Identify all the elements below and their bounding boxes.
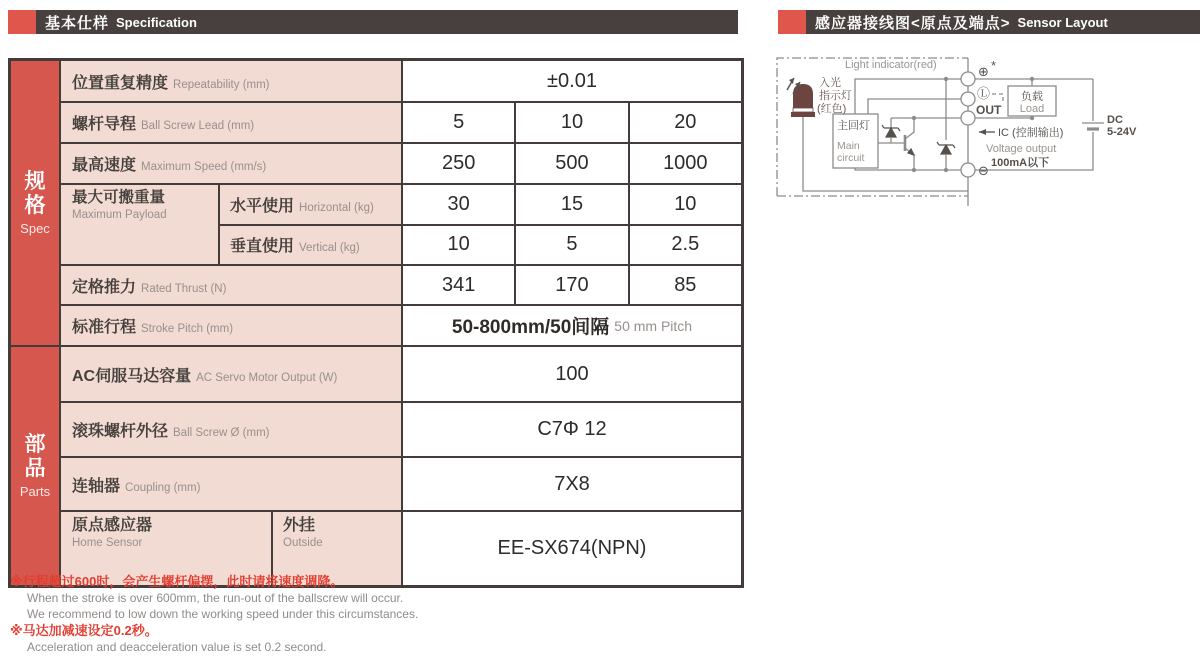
stroke-value-en: 50 mm Pitch [614, 317, 693, 334]
section-parts [11, 345, 741, 585]
light-indicator-label-zh2: 指示灯 [819, 90, 852, 102]
value-repeatability: ±0.01 [401, 61, 741, 101]
value-thrust-85: 85 [628, 266, 741, 304]
row-max-payload [61, 183, 741, 264]
row-ball-screw-lead [61, 101, 741, 142]
spec-header-title-en: Specification [116, 14, 197, 30]
note-stroke-zh: ※行程超过600时，会产生螺杆偏摆，此时请将速度调降。 [10, 574, 344, 589]
value-horizontal-2: 15 [514, 185, 627, 224]
footnotes [10, 573, 630, 655]
sensor-layout-header [778, 10, 1200, 34]
note-stroke-en2: We recommend to low down the working speed under this circumstances. [27, 607, 419, 621]
row-label-zh: 标准行程 [72, 319, 137, 336]
led-indicator-icon [787, 78, 815, 117]
row-label-en: Maximum Speed (mm/s) [141, 161, 267, 173]
terminal-minus-symbol: ⊖ [978, 163, 989, 178]
sensor-layout-title-en: Sensor Layout [1017, 14, 1108, 30]
row-repeatability [61, 61, 741, 101]
header-accent-square [778, 10, 806, 34]
row-label-en: Vertical (kg) [299, 242, 360, 255]
dc-label: DC [1107, 114, 1123, 126]
row-label-en: Ball Screw Lead (mm) [141, 120, 255, 132]
value-coupling: 7X8 [401, 458, 741, 510]
row-label-zh: 连轴器 [72, 477, 121, 495]
note-stroke-en1: When the stroke is over 600mm, the run-out of the ballscrew will occur. [27, 591, 404, 605]
row-label-zh: 螺杆导程 [72, 116, 137, 133]
value-horizontal-3: 10 [628, 185, 741, 224]
load-label-en: Load [1019, 103, 1045, 115]
ic-output-label: IC (控制输出) [998, 127, 1064, 139]
row-label-zh: AC伺服马达容量 [72, 367, 192, 385]
voltage-output-label: Voltage output [986, 143, 1057, 155]
spec-header-bar [36, 10, 738, 34]
main-circuit-label-en1: Main [837, 140, 860, 152]
row-label-zh: 位置重复精度 [72, 74, 169, 92]
section-parts-en: Parts [19, 484, 51, 499]
terminal-out [961, 111, 975, 125]
value-screw-dia: C7Φ 12 [401, 403, 741, 456]
row-max-speed [61, 142, 741, 183]
section-label-parts [11, 347, 61, 585]
row-horizontal [218, 185, 741, 224]
row-label-zh: 垂直使用 [230, 238, 295, 256]
row-label-en: Repeatability (mm) [173, 78, 270, 91]
section-parts-zh: 部 品 [24, 433, 46, 480]
home-sensor-sub-zh: 外挂 [283, 517, 316, 534]
terminal-plus-star: * [991, 58, 997, 73]
terminal-plus-symbol: ⊕ [978, 64, 989, 79]
payload-label-en: Maximum Payload [72, 209, 167, 221]
value-stroke [401, 306, 741, 345]
ic-arrow-icon [979, 129, 986, 135]
row-label-zh: 定格推力 [72, 278, 137, 296]
row-label-en: Horizontal (kg) [299, 201, 374, 214]
row-label-en: Coupling (mm) [125, 481, 201, 494]
row-label-en: Ball Screw Ø (mm) [173, 427, 270, 439]
row-label-en: Stroke Pitch (mm) [141, 323, 234, 335]
row-label-zh: 水平使用 [230, 197, 295, 215]
value-speed-500: 500 [514, 144, 627, 183]
value-vertical-2: 5 [514, 226, 627, 264]
current-limit-label: 100mA以下 [991, 157, 1050, 169]
specification-table [8, 58, 744, 588]
row-label-en: AC Servo Motor Output (W) [196, 371, 338, 384]
spec-header [8, 10, 738, 34]
terminal-minus [961, 163, 975, 177]
section-label-spec [11, 61, 61, 345]
value-lead-20: 20 [628, 103, 741, 142]
main-circuit-label-zh: 主回灯 [837, 120, 870, 132]
row-rated-thrust [61, 264, 741, 304]
value-vertical-3: 2.5 [628, 226, 741, 264]
value-speed-250: 250 [401, 144, 514, 183]
row-label-zh: 原点感应器 [72, 517, 153, 534]
section-spec-zh: 规 格 [24, 170, 46, 217]
spec-header-title-zh: 基本仕样 [45, 14, 110, 32]
sensor-wiring-diagram [773, 48, 1200, 223]
value-thrust-170: 170 [514, 266, 627, 304]
terminal-out-label: OUT [976, 103, 1002, 117]
note-accel-zh: ※马达加减速设定0.2秒。 [10, 623, 158, 638]
zener-diode-icon [941, 145, 951, 154]
value-speed-1000: 1000 [628, 144, 741, 183]
wiring-diagram-svg [773, 48, 1200, 218]
terminal-plus [961, 72, 975, 86]
value-servo: 100 [401, 347, 741, 401]
light-indicator-label-zh1: 入光 [819, 77, 841, 89]
home-sensor-sub-en: Outside [283, 537, 323, 549]
light-indicator-label-zh3: (红色) [817, 103, 847, 115]
light-indicator-label-en: Light indicator(red) [845, 59, 937, 71]
transistor-icon [908, 149, 914, 155]
row-label-en: Rated Thrust (N) [141, 282, 227, 295]
note-accel-en: Acceleration and deacceleration value is set 0.2 second. [27, 640, 327, 654]
value-vertical-1: 10 [401, 226, 514, 264]
terminal-l-symbol: Ⓛ [977, 86, 991, 101]
dc-voltage-label: 5-24V [1107, 126, 1137, 138]
stroke-value-zh: 50-800mm/50间隔 [451, 317, 610, 338]
header-accent-square [8, 10, 36, 34]
load-label-zh: 负载 [1021, 91, 1043, 103]
value-lead-10: 10 [514, 103, 627, 142]
row-coupling [61, 456, 741, 510]
value-home-sensor: EE-SX674(NPN) [401, 512, 741, 585]
value-horizontal-1: 30 [401, 185, 514, 224]
value-lead-5: 5 [401, 103, 514, 142]
sensor-layout-title-zh: 感应器接线图<原点及端点> [815, 14, 1011, 32]
row-vertical [218, 224, 741, 264]
row-stroke [61, 304, 741, 345]
zener-diode-icon [886, 128, 896, 137]
section-spec [11, 61, 741, 345]
row-servo-output [61, 347, 741, 401]
row-label-zh: 最高速度 [72, 157, 137, 174]
row-label-zh: 滚珠螺杆外径 [72, 423, 169, 440]
value-thrust-341: 341 [401, 266, 514, 304]
payload-label-zh: 最大可搬重量 [72, 189, 166, 206]
sensor-layout-header-bar [806, 10, 1200, 34]
row-ball-screw-dia [61, 401, 741, 456]
terminal-l [961, 92, 975, 106]
main-circuit-label-en2: circuit [837, 152, 865, 164]
section-spec-en: Spec [20, 221, 50, 236]
row-label-en: Home Sensor [72, 537, 143, 549]
